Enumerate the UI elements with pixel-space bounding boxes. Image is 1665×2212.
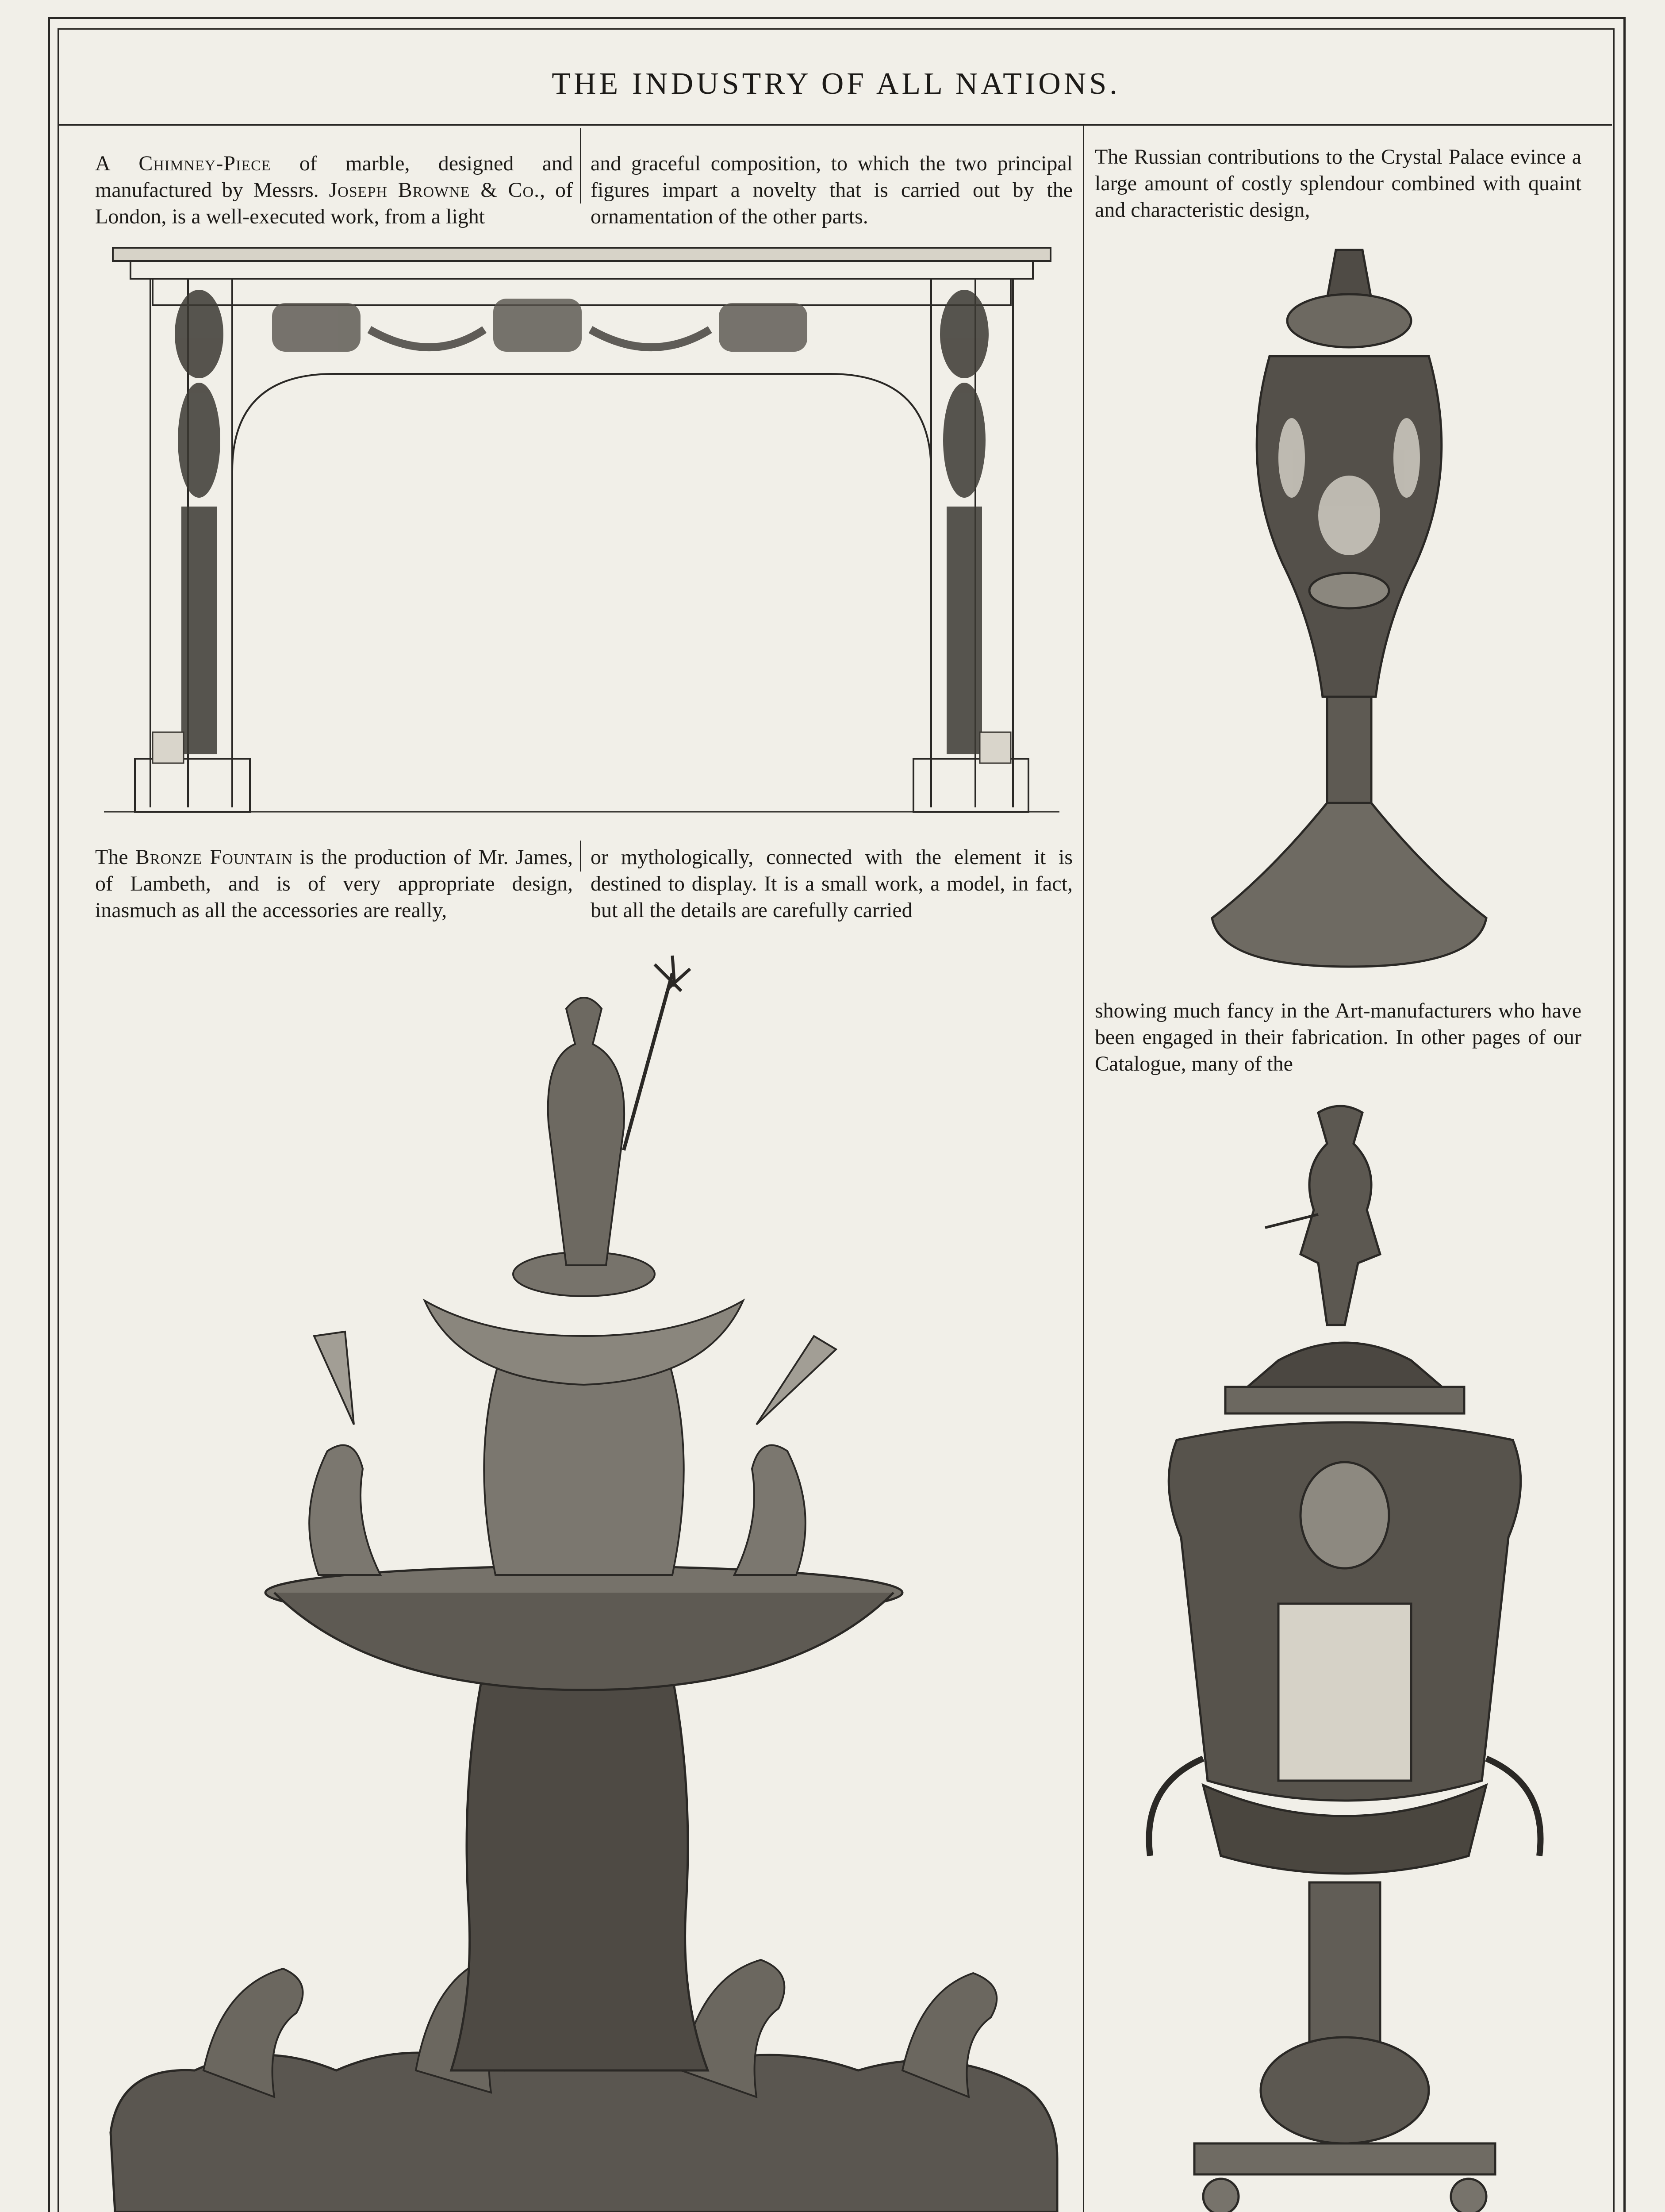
fountain-text-b: is the production of Mr. James, of Lambeth, and is of very appropriate design, inasmuch as all the accessories are really,: [95, 845, 573, 922]
header-rule: [59, 124, 1612, 126]
chimney-piece-illustration: [104, 241, 1059, 821]
page-title: THE INDUSTRY OF ALL NATIONS.: [552, 67, 1120, 101]
chimney-text-left: [95, 150, 573, 230]
fountain-text-right: or mythologically, connected with the element it is destined to display. It is a small work, a model, in fact, but all the details are carefully carried: [591, 845, 1073, 922]
text-split-divider-mid: [580, 841, 581, 872]
chimney-text-b: , of London, is a well-executed work, from a light: [95, 178, 573, 228]
russian-text-top: The Russian contributions to the Crystal Palace evince a large amount of costly splendour combined with quaint and characteristic design,: [1095, 145, 1581, 222]
fountain-text-a: The: [95, 845, 135, 869]
russian-cup-illustration: [1132, 1095, 1557, 2212]
column-divider: [1083, 126, 1084, 2212]
chimney-heading: A Chimney-Piece: [95, 152, 271, 175]
russian-vase-illustration: [1203, 246, 1495, 971]
russian-text-middle: showing much fancy in the Art-manufacturers who have been engaged in their fabrication. In other pages of our Catalogue, many of the: [1095, 999, 1581, 1075]
chimney-text-a: of marble, designed and manufactured by Messrs.: [95, 152, 573, 202]
fountain-heading: Bronze Fountain: [135, 845, 293, 869]
text-split-divider-top: [580, 128, 581, 204]
chimney-text-right: and graceful composition, to which the two principal figures impart a novelty that is carried out by the ornamentation of the other parts.: [591, 152, 1073, 228]
fountain-text-left: [95, 844, 573, 924]
bronze-fountain-illustration: [106, 938, 1066, 2212]
maker-name: Joseph Browne & Co.: [329, 178, 540, 202]
